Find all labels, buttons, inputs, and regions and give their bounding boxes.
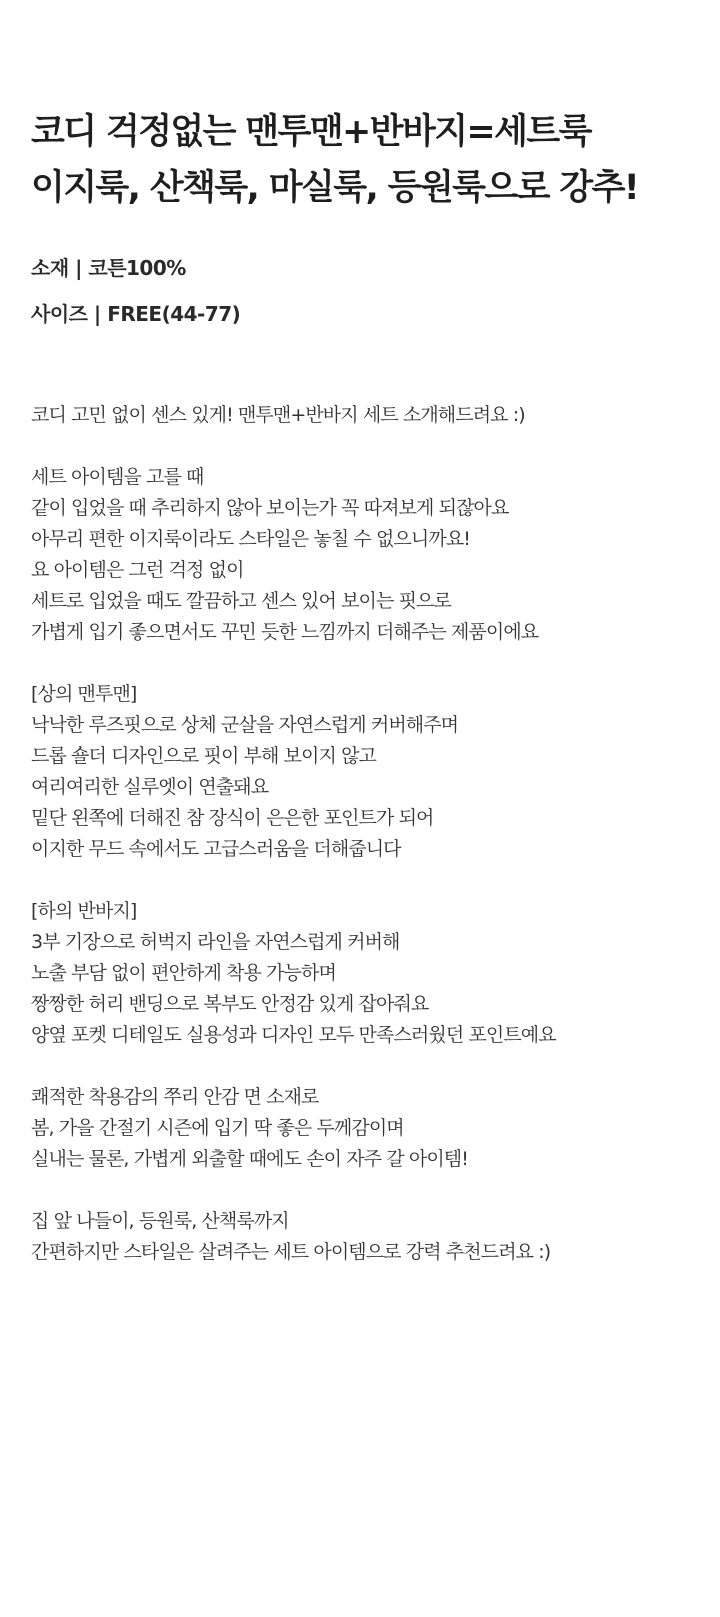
text-line: 코디 고민 없이 센스 있게! 맨투맨+반바지 세트 소개해드려요 :) [31,404,525,426]
text-line: 가볍게 입기 좋으면서도 꾸민 듯한 느낌까지 더해주는 제품이에요 [31,621,539,643]
text-line: 요 아이템은 그런 걱정 없이 [31,559,244,581]
text-line: 여리여리한 실루엣이 연출돼요 [31,776,269,798]
text-line: 실내는 물론, 가볍게 외출할 때에도 손이 자주 갈 아이템! [31,1148,468,1170]
text-line: 3부 기장으로 허벅지 라인을 자연스럽게 커버해 [31,931,400,953]
material-spec: 소재 | 코튼100% [31,256,186,280]
text-line: 이지한 무드 속에서도 고급스러움을 더해줍니다 [31,838,401,860]
text-line: 같이 입었을 때 추리하지 않아 보이는가 꼭 따져보게 되잖아요 [31,497,509,519]
text-line: 세트 아이템을 고를 때 [31,466,204,488]
text-line: 드롭 숄더 디자인으로 핏이 부해 보이지 않고 [31,745,377,767]
text-line: 봄, 가을 간절기 시즌에 입기 딱 좋은 두께감이며 [31,1117,404,1139]
text-line: 아무리 편한 이지룩이라도 스타일은 놓칠 수 없으니까요! [31,528,470,550]
text-line: 낙낙한 루즈핏으로 상체 군살을 자연스럽게 커버해주며 [31,714,459,736]
text-line: 노출 부담 없이 편안하게 착용 가능하며 [31,962,336,984]
text-line: 양옆 포켓 디테일도 실용성과 디자인 모두 만족스러웠던 포인트예요 [31,1024,556,1046]
headline [31,104,701,216]
bottom-shorts-paragraph [31,896,691,1051]
product-specs [31,256,691,348]
closing-paragraph [31,1206,691,1268]
text-line: 간편하지만 스타일은 살려주는 세트 아이템으로 강력 추천드려요 :) [31,1241,551,1263]
section-heading: [상의 맨투맨] [31,683,137,705]
text-line: 밑단 왼쪽에 더해진 참 장식이 은은한 포인트가 되어 [31,807,434,829]
top-sweatshirt-paragraph [31,679,691,865]
fabric-paragraph [31,1082,691,1175]
description-body [31,400,691,1299]
text-line: 집 앞 나들이, 등원룩, 산책룩까지 [31,1210,289,1232]
set-item-paragraph [31,462,691,648]
text-line: 짱짱한 허리 밴딩으로 복부도 안정감 있게 잡아줘요 [31,993,429,1015]
headline-line: 이지룩, 산책룩, 마실룩, 등원룩으로 강추! [31,168,639,208]
text-line: 세트로 입었을 때도 깔끔하고 센스 있어 보이는 핏으로 [31,590,451,612]
headline-line: 코디 걱정없는 맨투맨+반바지=세트룩 [31,112,591,152]
text-line: 쾌적한 착용감의 쭈리 안감 면 소재로 [31,1086,319,1108]
intro-paragraph [31,400,691,431]
section-heading: [하의 반바지] [31,900,137,922]
size-spec: 사이즈 | FREE(44-77) [31,302,241,326]
